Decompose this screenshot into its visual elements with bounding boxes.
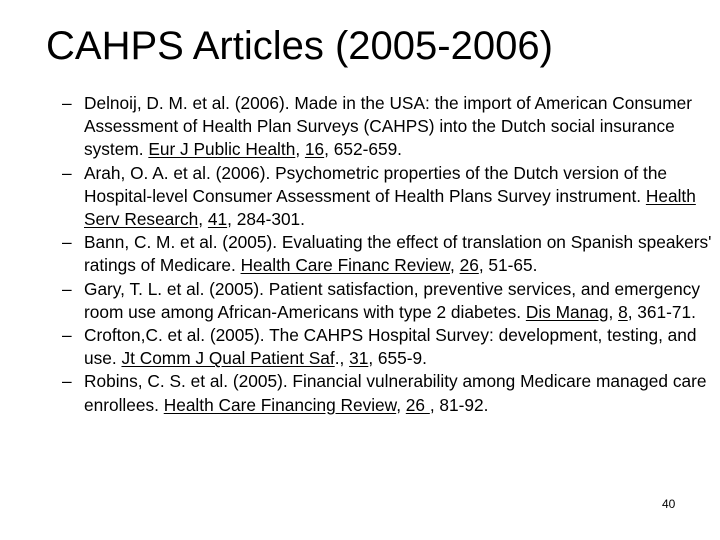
journal-name: Health Serv Research xyxy=(84,185,696,230)
journal-name: Jt Comm J Qual Patient Saf xyxy=(121,348,335,369)
pages: , 361-71. xyxy=(627,301,696,322)
pages: , 652-659. xyxy=(324,139,402,160)
reference-list xyxy=(62,92,714,417)
slide-title: CAHPS Articles (2005-2006) xyxy=(46,24,553,68)
reference-item xyxy=(62,92,714,162)
separator: , xyxy=(449,255,460,276)
reference-text: Delnoij, D. M. et al. (2006). Made in the USA: the import of American Consumer Assessment of Health Plan Surveys (CAHPS) into the Dutch social insurance system. xyxy=(84,93,692,160)
bullet-dash: – xyxy=(62,162,72,183)
journal-name: Dis Manag xyxy=(525,301,609,322)
pages: , 81-92. xyxy=(429,394,489,415)
bullet-dash: – xyxy=(62,371,72,392)
volume-number: 26 xyxy=(405,394,430,415)
reference-text: Bann, C. M. et al. (2005). Evaluating the effect of translation on Spanish speakers' ratings of Medicare. xyxy=(84,232,712,276)
pages: , 655-9. xyxy=(368,348,427,369)
bullet-dash: – xyxy=(62,232,72,253)
separator: , xyxy=(396,394,406,415)
bullet-dash: – xyxy=(62,278,72,299)
pages: , 284-301. xyxy=(227,209,305,230)
reference-item xyxy=(62,278,714,324)
reference-item xyxy=(62,231,714,277)
journal-name: Health Care Financ Review xyxy=(240,255,450,276)
pages: , 51-65. xyxy=(478,255,538,276)
reference-item xyxy=(62,162,714,232)
journal-name: Health Care Financing Review xyxy=(163,394,397,415)
reference-text: Crofton,C. et al. (2005). The CAHPS Hospital Survey: development, testing, and use. xyxy=(84,325,697,369)
volume-number: 41 xyxy=(207,209,228,230)
bullet-dash: – xyxy=(62,93,72,113)
reference-item xyxy=(62,370,714,416)
volume-number: 8 xyxy=(618,301,628,322)
volume-number: 26 xyxy=(459,255,479,276)
separator: , xyxy=(198,209,208,230)
separator: , xyxy=(295,139,305,160)
bullet-dash: – xyxy=(62,325,72,346)
volume-number: 16 xyxy=(304,139,325,160)
page-number: 40 xyxy=(662,497,676,511)
reference-text: Arah, O. A. et al. (2006). Psychometric properties of the Dutch version of the Hospital-level Consumer Assessment of Health Plans Survey instrument. xyxy=(84,162,668,206)
reference-text: Robins, C. S. et al. (2005). Financial vulnerability among Medicare managed care enrollees. xyxy=(84,371,707,415)
journal-name: Eur J Public Health xyxy=(148,139,296,160)
reference-text: Gary, T. L. et al. (2005). Patient satisfaction, preventive services, and emergency room use among African-Americans with type 2 diabetes. xyxy=(84,278,701,322)
separator: , xyxy=(608,301,619,322)
volume-number: 31 xyxy=(349,348,369,369)
separator: ., xyxy=(334,348,350,369)
reference-item xyxy=(62,324,714,370)
